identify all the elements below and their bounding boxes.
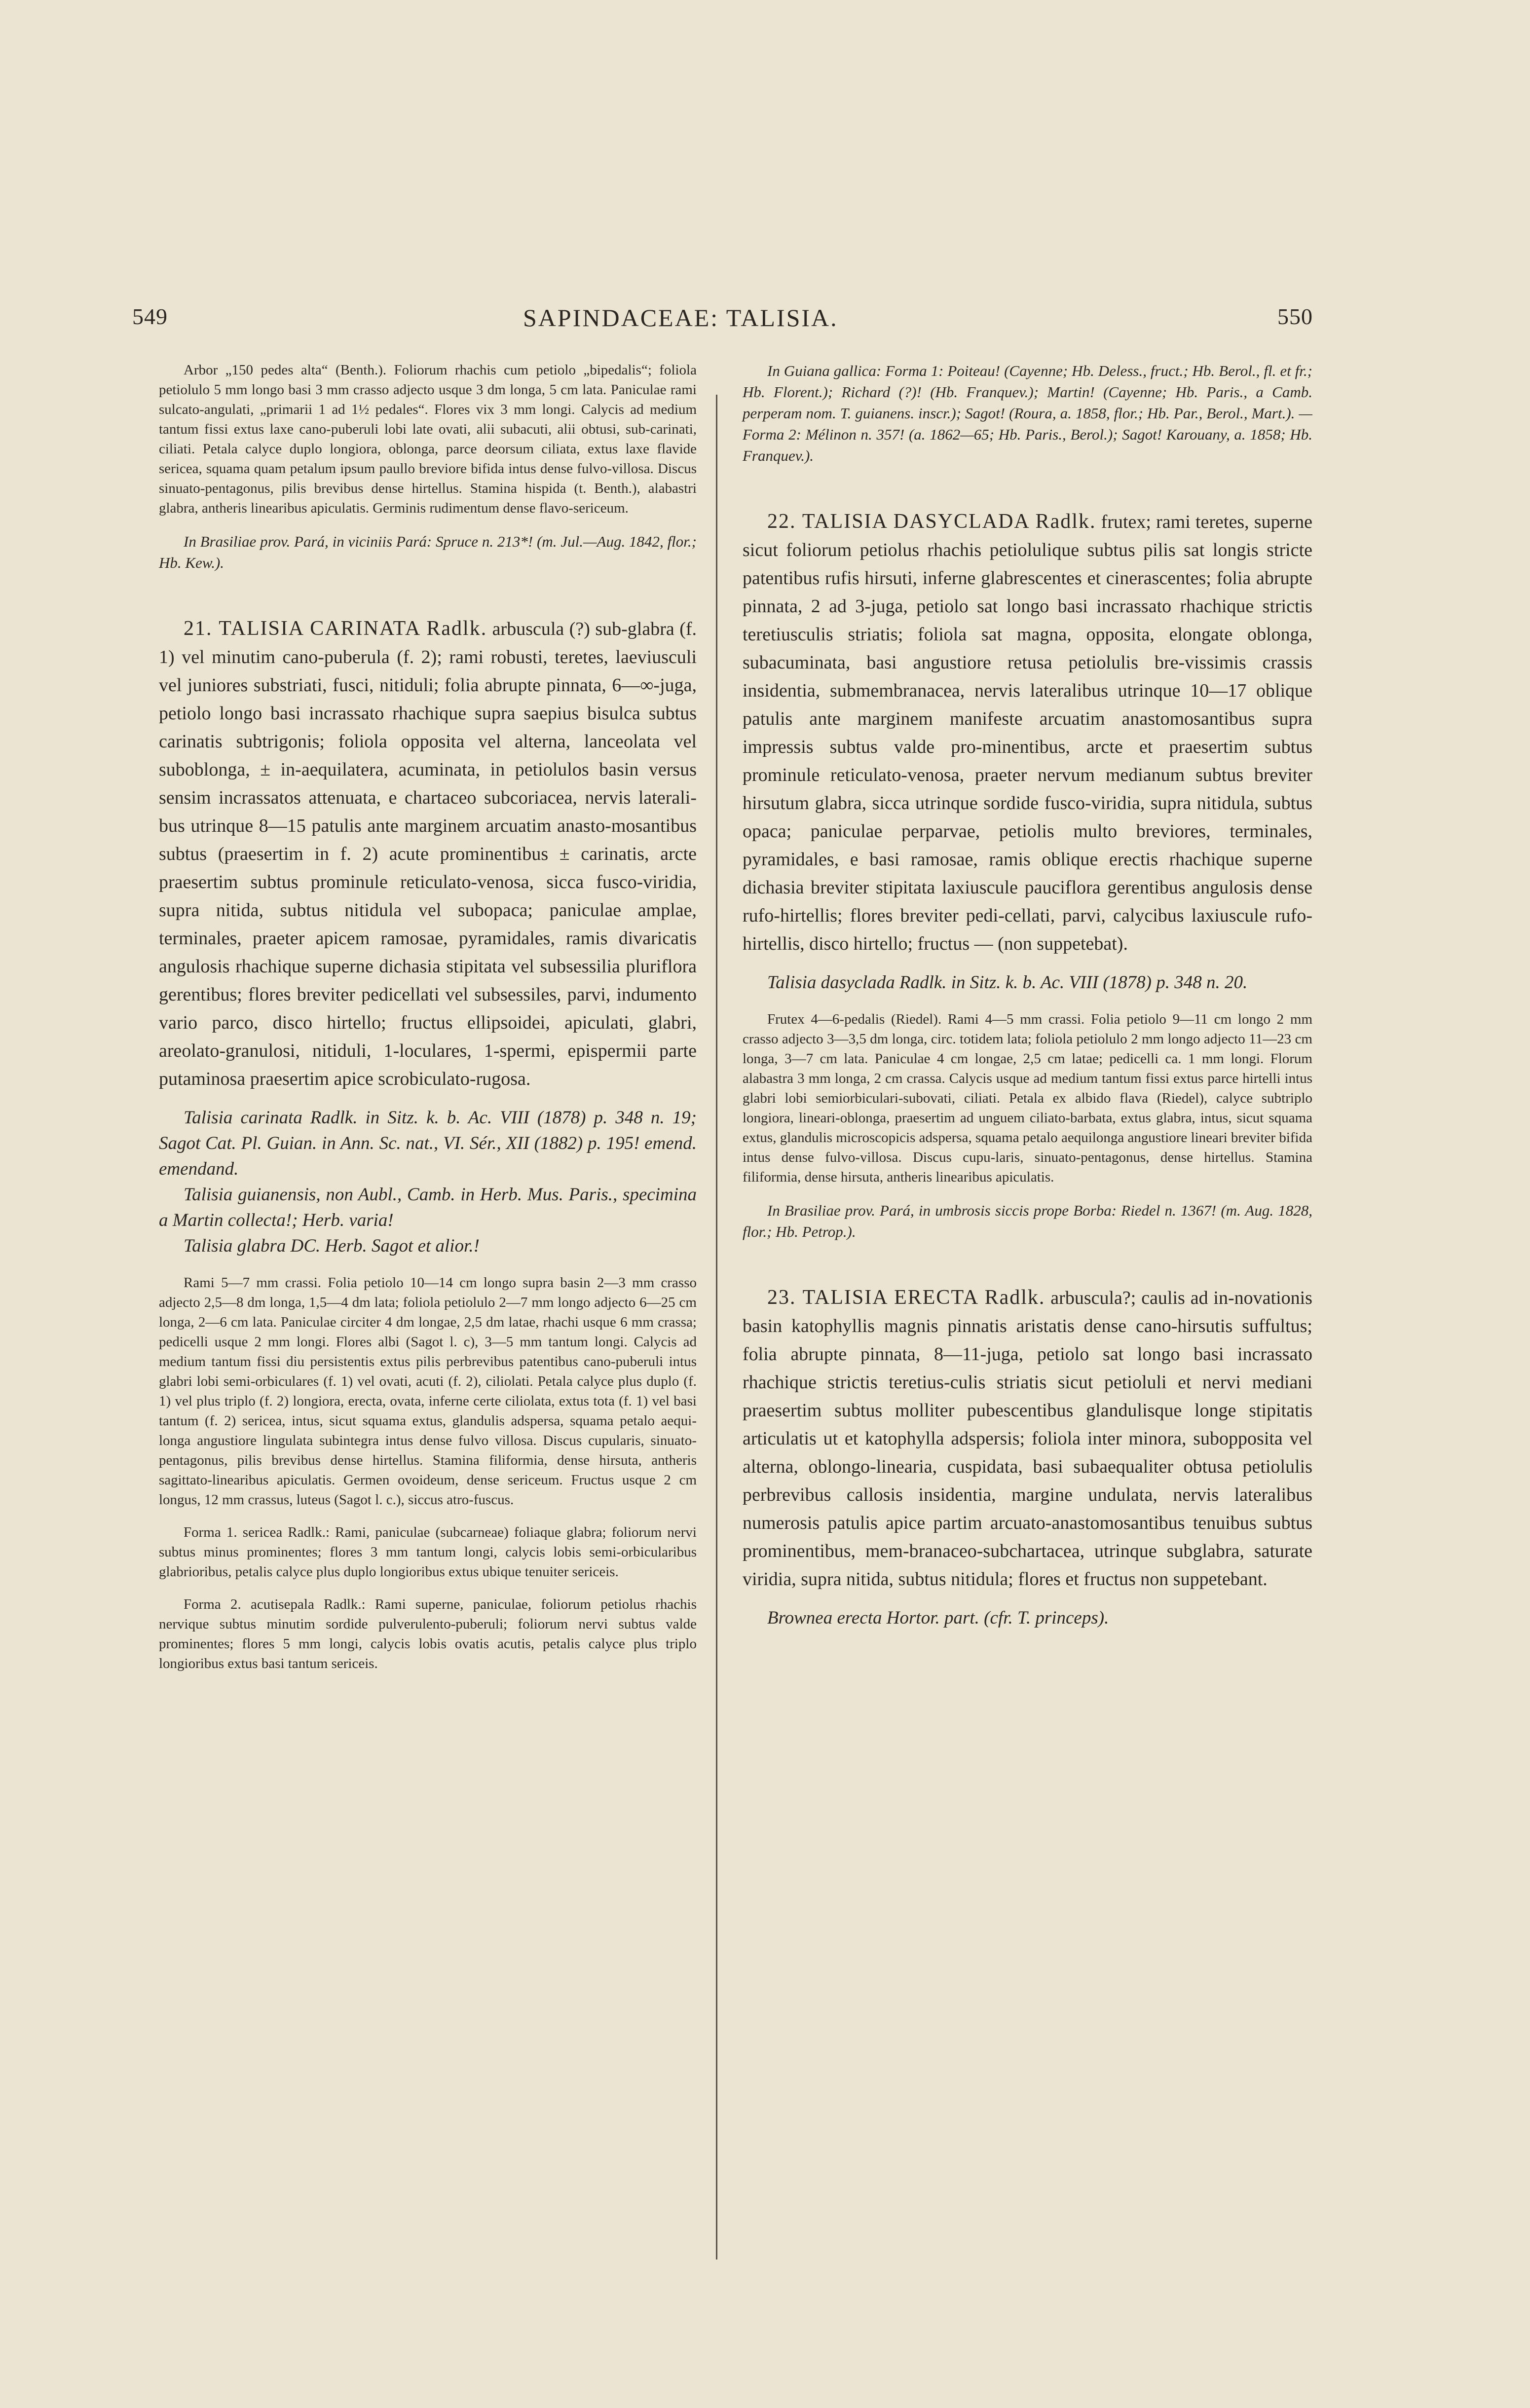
forma-1-description: Forma 1. sericea Radlk.: Rami, paniculae (subcarneae) foliaque glabra; foliorum nervi subtus minus prominentes; flores 3 mm tantum longi, calycis lobis semi-orbicularibus glabrioribus, petalis calyce plus duplo longioribus extus ubique tenuiter sericeis.	[159, 1524, 697, 1580]
species-22-diagnosis: frutex; rami teretes, superne sicut foliorum petiolus rhachis petiolulique subtus pilis sat longis stricte patentibus rufis hirsuti, inferne glabrescentes et cinerascentes; folia abrupte pinnata, 2 ad 3-juga, petiolo sat longo basi incrassato rhachique strictis teretiusculis striatis; foliola sat magna, opposita, elongate oblonga, subacuminata, basi angustiore retusa petiolulis bre-vissimis crassis insidentia, submembranacea, nervis lateralibus utrinque 10—17 oblique patulis ante marginem manifeste arcuatim anastomosantibus supra impressis subtus valde pro-minentibus, arcte et praesertim subtus prominule reticulato-venosa, praeter nervum medianum subtus breviter hirsutum glabra, sicca utrinque sordide fusco-viridia, supra nitidula, subtus opaca; paniculae perparvae, petiolis multo breviores, terminales, pyramidales, e basi ramosae, ramis oblique erectis rhachique superne dichasia breviter stipitata laxiuscule pauciflora gerentibus angulosis dense rufo-hirtellis; flores breviter pedi-cellati, parvi, calycibus laxiuscule rufo-hirtellis, disco hirtello; fructus — (non suppetebat).	[743, 512, 1312, 954]
citation-guianensis: Talisia guianensis, non Aubl., Camb. in Herb. Mus. Paris., specimina a Martin collecta!; Herb. varia!	[159, 1185, 697, 1230]
section-gap	[743, 1256, 1312, 1284]
species-21-diagnosis: arbuscula (?) sub-glabra (f. 1) vel minutim cano-puberula (f. 2); rami robusti, teretes, laeviusculi vel juniores substriati, fusci, nitiduli; folia abrupte pinnata, 6—∞-juga, petiolo longo basi incrassato rhachique supra saepius bisulca subtus carinatis subtrigonis; foliola opposita vel alterna, lanceolata vel suboblonga, ± in-aequilatera, acuminata, in petiolulos basin versus sensim incrassatos attenuata, e chartaceo subcoriacea, nervis laterali-bus utrinque 8—15 patulis ante marginem arcuatim anasto-mosantibus subtus (praesertim in f. 2) acute prominentibus ± carinatis, arcte praesertim subtus prominule reticulato-venosa, sicca fusco-viridia, supra nitida, subtus nitidula vel subopaca; paniculae amplae, terminales, praeter apicem ramosae, pyramidales, ramis divaricatis angulosis rhachique superne dichasia stipitata vel subsessilia pluriflora gerentibus; flores breviter pedicellati vel subsessiles, parvi, indumento vario parco, disco hirtello; fructus ellipsoidei, apiculati, glabri, areolato-granulosi, nitiduli, 1-loculares, 1-spermi, epispermii parte putaminosa praesertim apice scrobiculato-rugosa.	[159, 619, 697, 1089]
species-23-paragraph	[743, 1284, 1312, 1593]
page-number-right: 550	[1277, 304, 1313, 329]
forma-2-description: Forma 2. acutisepala Radlk.: Rami superne, paniculae, foliorum petiolus rhachis nervique subtus minutim sordide pulverulento-puberuli; foliorum nervi subtus valde prominentes; flores 5 mm longi, calycis lobis ovatis acutis, petalis calyce plus triplo longioribus extus basi tantum sericeis.	[159, 1596, 697, 1671]
brasil-borba-citation: In Brasiliae prov. Pará, in umbrosis siccis prope Borba: Riedel n. 1367! (m. Aug. 1828, flor.; Hb. Petrop.).	[743, 1202, 1312, 1240]
column-divider	[716, 395, 717, 2260]
frutex-measurements: Frutex 4—6-pedalis (Riedel). Rami 4—5 mm crassi. Folia petiolo 9—11 cm longo 2 mm crasso adjecto 3—3,5 dm longa, circ. totidem lata; foliola petiolulo 2 mm longo adjecto 11—23 cm longa, 3—7 cm lata. Paniculae 4 cm longae, 2,5 cm latae; pedicelli ca. 1 mm longi. Florum alabastra 3 mm longa, 2 cm crassa. Calycis usque ad medium tantum fissi extus parce hirtelli intus glabri lobi semiorbiculari-subovati, ciliati. Petala ex albido flava (Riedel), calyce subtriplo longiora, lineari-oblonga, praesertim ad unguem ciliato-barbata, extus glabra, intus, sicut squama extus, glandulis microscopicis adspersa, squama petalo aequilonga angustiore lineari breviter bifida intus dense fulvo-villosa. Discus cupu-laris, sinuato-pentagonus, dense hirtellus. Stamina filiformia, dense hirsuta, antheris linearibus apiculatis.	[743, 1011, 1312, 1185]
guiana-locality-citation: In Guiana gallica: Forma 1: Poiteau! (Cayenne; Hb. Deless., fruct.; Hb. Berol., fl. et fr.; Hb. Florent.); Richard (?)! (Hb. Franquev.); Martin! (Cayenne; Hb. Paris., a Camb. perperam nom. T. guianens. inscr.); Sagot! (Roura, a. 1858, flor.; Hb. Par., Berol., Mart.). — Forma 2: Mélinon n. 357! (a. 1862—65; Hb. Paris., Berol.); Sagot! Karouany, a. 1858; Hb. Franquev.).	[743, 362, 1312, 464]
citation-dasyclada: Talisia dasyclada Radlk. in Sitz. k. b. Ac. VIII (1878) p. 348 n. 20.	[767, 972, 1248, 993]
arbor-description: Arbor „150 pedes alta“ (Benth.). Foliorum rhachis cum petiolo „bipedalis“; foliola petiolulo 5 mm longo basi 3 mm crasso adjecto usque 3 dm longa, 5 cm lata. Paniculae rami sulcato-angulati, „primarii 1 ad 1½ pedales“. Flores vix 3 mm longi. Calycis ad medium tantum fissi extus laxe cano-puberuli lobi late ovati, alii subacuti, alii obtusi, sub-carinati, ciliati. Petala calyce duplo longiora, oblonga, parce deorsum ciliata, extus laxe flavide sericea, squama quam petalum ipsum paullo breviore bifida intus dense fulvo-villosa. Discus sinuato-pentagonus, pilis brevibus dense hirtellus. Stamina hispida (t. Benth.), alabastri glabra, antheris linearibus apiculatis. Germinis rudimentum dense flavo-sericeum.	[159, 362, 697, 516]
citation-brownea-erecta: Brownea erecta Hortor. part. (cfr. T. princeps).	[767, 1608, 1109, 1628]
citation-glabra: Talisia glabra DC. Herb. Sagot et alior.!	[184, 1236, 480, 1256]
citation-carinata: Talisia carinata Radlk. in Sitz. k. b. Ac. VIII (1878) p. 348 n. 19; Sagot Cat. Pl. Guian. in Ann. Sc. nat., VI. Sér., XII (1882) p. 195! emend. emendand.	[159, 1108, 697, 1179]
species-22-title: 22. TALISIA DASYCLADA Radlk.	[767, 510, 1096, 533]
section-gap	[159, 587, 697, 615]
section-gap	[743, 480, 1312, 508]
species-23-title: 23. TALISIA ERECTA Radlk.	[767, 1286, 1045, 1309]
running-title: SAPINDACEAE: TALISIA.	[523, 304, 838, 332]
left-column	[159, 360, 697, 1686]
species-23-diagnosis: arbuscula?; caulis ad in-novationis basin katophyllis magnis pinnatis aristatis dense cano-hirsutis suffultus; folia abrupte pinnata, 8—11-juga, petiolo sat longo basi incrassato rhachique strictis teretius-culis striatis sicut petioluli et nervi mediani praesertim subtus molliter pubescentibus glandulisque longe stipitatis articulatis ut et katophylla adspersis; foliola inter minora, subopposita vel alterna, oblongo-linearia, cuspidata, basi subaequaliter obtusa petiolulis perbrevibus callosis insidentia, margine undulata, nervis lateralibus numerosis patulis apice partim arcuato-anastomosantibus tenuibus subtus prominentibus, mem-branaceo-subchartacea, utrinque subglabra, saturate viridia, supra nitida, subtus nitidula; flores et fructus non suppetebant.	[743, 1288, 1312, 1590]
species-21-title: 21. TALISIA CARINATA Radlk.	[184, 617, 487, 640]
brasil-locality-citation: In Brasiliae prov. Pará, in viciniis Pará: Spruce n. 213*! (m. Jul.—Aug. 1842, flor.; Hb. Kew.).	[159, 533, 697, 571]
right-column	[743, 360, 1312, 1645]
species-22-paragraph	[743, 508, 1312, 958]
page-number-left: 549	[132, 304, 168, 329]
rami-measurements: Rami 5—7 mm crassi. Folia petiolo 10—14 cm longo supra basin 2—3 mm crasso adjecto 2,5—8 dm longa, 1,5—4 dm lata; foliola petiolulo 2—7 mm longo adjecto 6—25 cm longa, 2—6 cm lata. Paniculae circiter 4 dm longae, 2,5 dm latae, rhachi usque 6 mm crassa; pedicelli usque 2 mm longi. Flores albi (Sagot l. c), 3—5 mm tantum longi. Calycis ad medium tantum fissi diu persistentis extus pilis perbrevibus patentibus cano-puberuli intus glabri lobi semi-orbiculares (f. 1) vel ovati, acuti (f. 2), ciliolati. Petala calyce plus duplo (f. 1) vel plus triplo (f. 2) longiora, erecta, ovata, inferne certe ciliolata, extus tota (f. 1) vel basi tantum (f. 2) sericea, intus, sicut squama extus, glandulis adspersa, squama petalo aequi-longa angustiore lingulata subintegra intus dense fulvo villosa. Discus cupularis, sinuato-pentagonus, pilis brevibus dense hirtellus. Stamina filiformia, dense hirsuta, antheris sagittato-linearibus apiculatis. Germen ovoideum, dense sericeum. Fructus usque 2 cm longus, 12 mm crassus, luteus (Sagot l. c.), siccus atro-fuscus.	[159, 1275, 697, 1508]
species-21-paragraph	[159, 615, 697, 1093]
